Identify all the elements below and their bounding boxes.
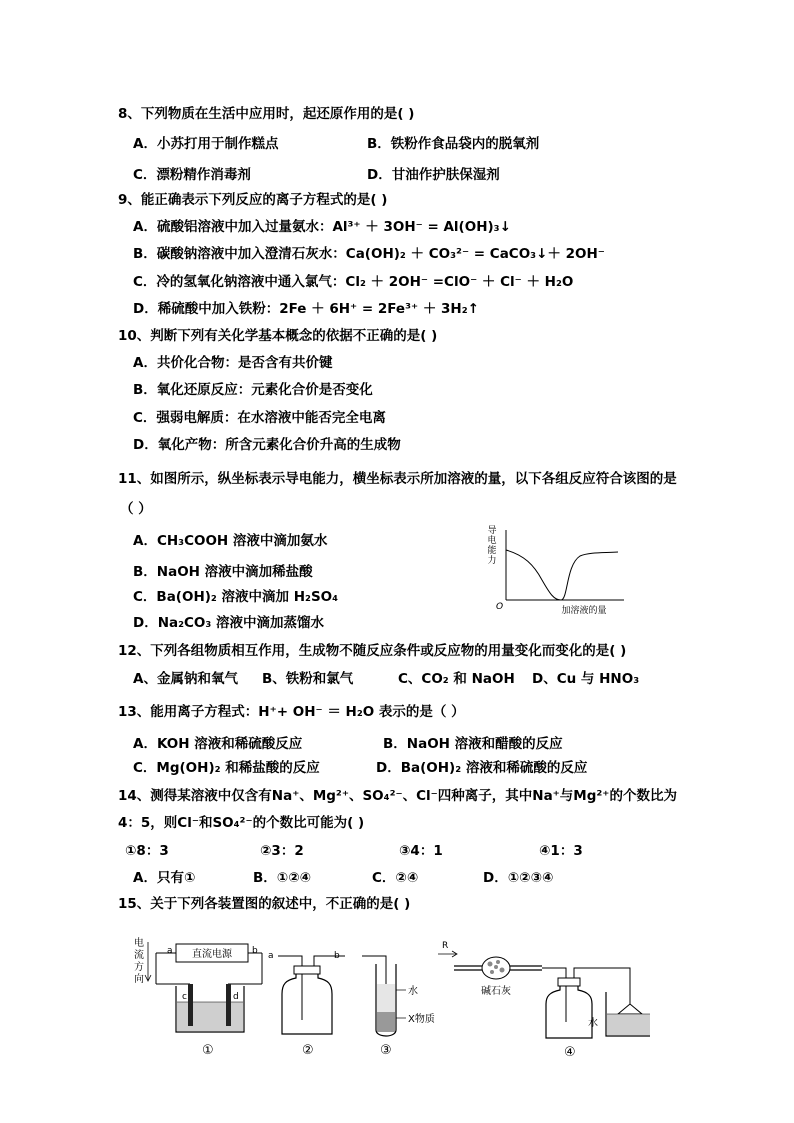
q14-option-a: A．只有① xyxy=(133,870,196,886)
q14-ratio-2: ②3：2 xyxy=(260,843,304,859)
q12-option-c: C、CO₂ 和 NaOH xyxy=(398,671,515,687)
apparatus-3-test-tube xyxy=(362,956,435,1058)
svg-text:②: ② xyxy=(302,1043,314,1058)
q9-option-b: B．碳酸钠溶液中加入澄清石灰水：Ca(OH)₂ ＋ CO₃²⁻ = CaCO₃↓＋ 2OH⁻ xyxy=(133,246,605,262)
q13-option-c: C．Mg(OH)₂ 和稀盐酸的反应 xyxy=(133,760,320,776)
apparatus-2-gas-bottle xyxy=(268,951,345,1058)
q10-option-b: B．氧化还原反应：元素化合价是否变化 xyxy=(133,382,373,398)
q10-option-d: D．氧化产物：所含元素化合价升高的生成物 xyxy=(133,437,401,453)
svg-text:a: a xyxy=(268,951,274,961)
graph-y-label-char: 力 xyxy=(487,556,497,566)
q10-stem: 10、判断下列有关化学基本概念的依据不正确的是( ) xyxy=(118,328,438,344)
q14-option-b: B．①②④ xyxy=(253,870,312,886)
svg-text:d: d xyxy=(233,992,239,1002)
q12-stem: 12、下列各组物质相互作用，生成物不随反应条件或反应物的用量变化而变化的是( ) xyxy=(118,643,627,659)
svg-text:c: c xyxy=(182,992,187,1002)
q8-option-c: C．漂粉精作消毒剂 xyxy=(133,167,251,183)
current-direction-label-char: 方 xyxy=(134,962,144,973)
apparatus-1-electrolysis xyxy=(134,936,262,1058)
svg-text:直流电源: 直流电源 xyxy=(192,949,232,960)
svg-text:①: ① xyxy=(202,1043,214,1058)
svg-text:④: ④ xyxy=(564,1045,576,1060)
q12-option-a: A、金属钠和氧气 xyxy=(133,671,238,687)
q14-option-d: D．①②③④ xyxy=(483,870,554,886)
conductivity-curve xyxy=(506,550,618,600)
svg-text:b: b xyxy=(252,946,258,956)
q13-option-a: A．KOH 溶液和稀硫酸反应 xyxy=(133,736,303,752)
svg-text:水: 水 xyxy=(588,1018,598,1029)
q13-stem: 13、能用离子方程式：H⁺+ OH⁻ ＝ H₂O 表示的是（ ） xyxy=(118,704,465,720)
current-direction-label-char: 向 xyxy=(134,974,144,985)
apparatus-figure xyxy=(130,934,650,1062)
svg-text:X物质: X物质 xyxy=(408,1014,435,1025)
q9-stem: 9、能正确表示下列反应的离子方程式的是( ) xyxy=(118,192,388,208)
svg-text:水: 水 xyxy=(408,986,418,997)
q9-option-c: C．冷的氢氧化钠溶液中通入氯气：Cl₂ ＋ 2OH⁻ =ClO⁻ ＋ Cl⁻ ＋ H₂O xyxy=(133,274,574,290)
q14-stem-2: 4：5，则Cl⁻和SO₄²⁻的个数比可能为( ) xyxy=(118,815,365,831)
q8-stem: 8、下列物质在生活中应用时，起还原作用的是( ) xyxy=(118,106,415,122)
q8-option-b: B．铁粉作食品袋内的脱氧剂 xyxy=(367,136,540,152)
q14-ratio-1: ①8：3 xyxy=(125,843,169,859)
current-direction-label-char: 电 xyxy=(134,938,144,949)
svg-text:③: ③ xyxy=(380,1043,392,1058)
svg-text:a: a xyxy=(167,946,173,956)
q13-option-b: B．NaOH 溶液和醋酸的反应 xyxy=(383,736,563,752)
q9-option-d: D．稀硫酸中加入铁粉：2Fe ＋ 6H⁺ = 2Fe³⁺ ＋ 3H₂↑ xyxy=(133,301,479,317)
q11-stem: 11、如图所示，纵坐标表示导电能力，横坐标表示所加溶液的量，以下各组反应符合该图的是 xyxy=(118,471,677,487)
q15-stem: 15、关于下列各装置图的叙述中，不正确的是( ) xyxy=(118,896,411,912)
q11-option-d: D．Na₂CO₃ 溶液中滴加蒸馏水 xyxy=(133,615,325,631)
conductivity-graph xyxy=(484,520,630,620)
svg-text:碱石灰: 碱石灰 xyxy=(481,986,511,997)
graph-y-label-char: 能 xyxy=(487,546,497,556)
q14-option-c: C．②④ xyxy=(372,870,419,886)
graph-y-label-char: 电 xyxy=(487,536,497,546)
svg-text:R: R xyxy=(442,941,449,951)
q9-option-a: A．硫酸铝溶液中加入过量氨水：Al³⁺ ＋ 3OH⁻ = Al(OH)₃↓ xyxy=(133,219,511,235)
current-direction-label-char: 流 xyxy=(134,950,144,961)
graph-y-label-char: 导 xyxy=(487,526,497,536)
graph-origin: O xyxy=(496,602,504,612)
q11-option-b: B．NaOH 溶液中滴加稀盐酸 xyxy=(133,564,313,580)
q10-option-c: C．强弱电解质：在水溶液中能否完全电离 xyxy=(133,410,386,426)
q11-stem-bracket: （ ） xyxy=(120,501,152,517)
q11-option-a: A．CH₃COOH 溶液中滴加氨水 xyxy=(133,533,328,549)
q8-option-a: A．小苏打用于制作糕点 xyxy=(133,136,279,152)
q11-option-c: C．Ba(OH)₂ 溶液中滴加 H₂SO₄ xyxy=(133,589,339,605)
q12-option-d: D、Cu 与 HNO₃ xyxy=(532,671,640,687)
q13-option-d: D．Ba(OH)₂ 溶液和稀硫酸的反应 xyxy=(376,760,588,776)
graph-x-axis-label: 加溶液的量 xyxy=(561,606,607,616)
q10-option-a: A．共价化合物：是否含有共价键 xyxy=(133,355,333,371)
q14-ratio-4: ④1：3 xyxy=(539,843,583,859)
q12-option-b: B、铁粉和氯气 xyxy=(262,671,354,687)
q8-option-d: D．甘油作护肤保湿剂 xyxy=(367,167,500,183)
svg-text:b: b xyxy=(334,951,340,961)
q14-ratio-3: ③4：1 xyxy=(399,843,443,859)
apparatus-4-drying-absorption xyxy=(438,941,650,1060)
q14-stem: 14、测得某溶液中仅含有Na⁺、Mg²⁺、SO₄²⁻、Cl⁻四种离子，其中Na⁺与Mg²⁺的个数比为 xyxy=(118,788,677,804)
